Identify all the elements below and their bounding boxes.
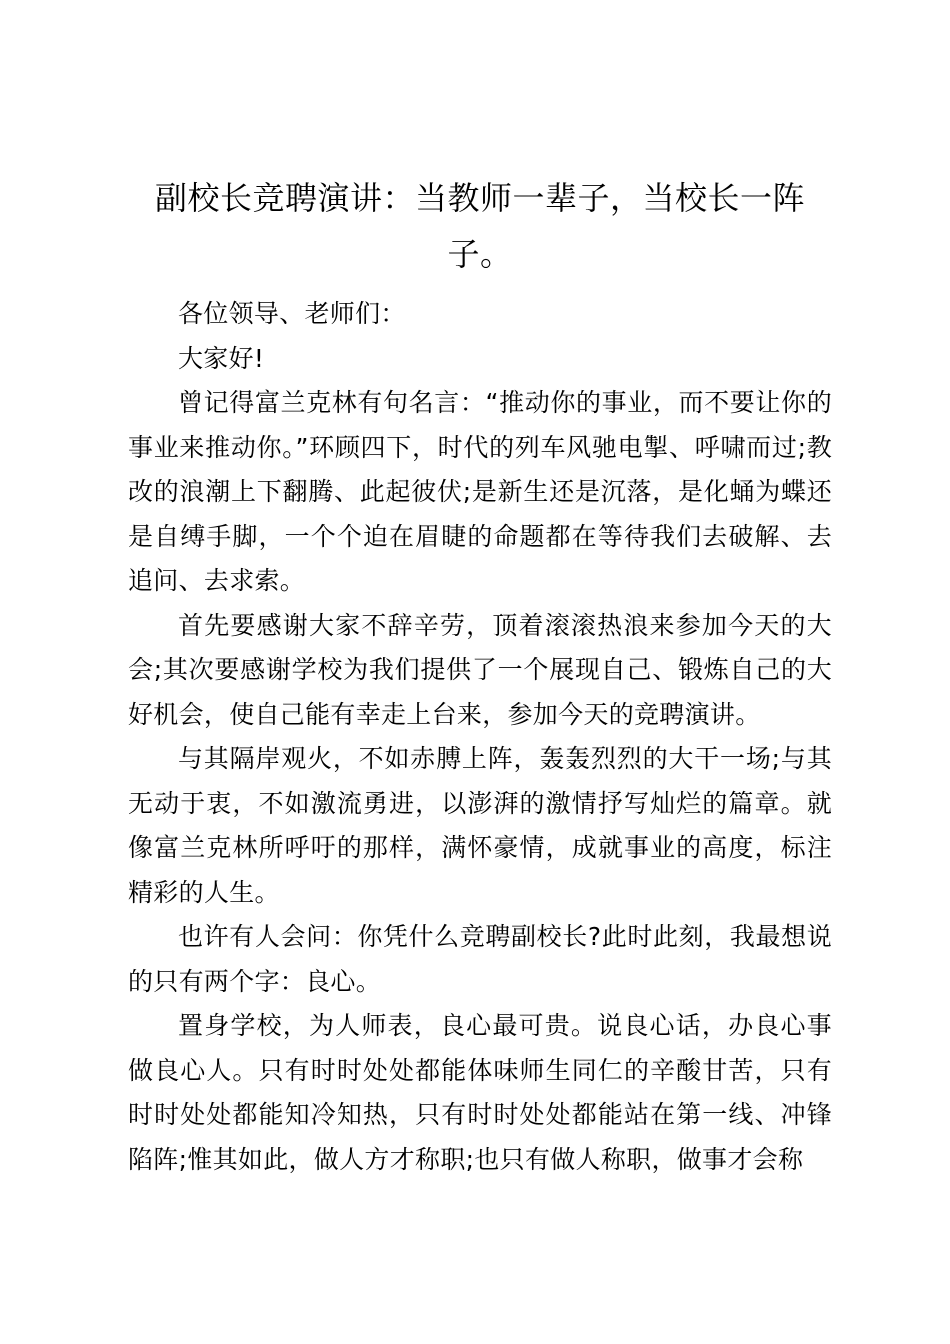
- document-page: [128, 170, 832, 1182]
- greeting-paragraph: 大家好!: [178, 343, 265, 373]
- body-paragraph: 首先要感谢大家不辞辛劳，顶着滚滚热浪来参加今天的大会;其次要感谢学校为我们提供了一个展现自己、锻炼自己的大好机会，使自己能有幸走上台来，参加今天的竞聘演讲。: [128, 610, 832, 729]
- body-paragraph: 也许有人会问：你凭什么竞聘副校长?此时此刻，我最想说的只有两个字：良心。: [128, 922, 832, 996]
- body-paragraph: 曾记得富兰克林有句名言：“推动你的事业，而不要让你的事业来推动你。”环顾四下，时代的列车风驰电掣、呼啸而过;教改的浪潮上下翻腾、此起彼伏;是新生还是沉落，是化蛹为蝶还是自缚手脚，一个个迫在眉睫的命题都在等待我们去破解、去追问、去求索。: [128, 388, 832, 595]
- document-title: 副校长竞聘演讲：当教师一辈子，当校长一阵子。: [154, 179, 805, 273]
- body-paragraph: 置身学校，为人师表，良心最可贵。说良心话，办良心事做良心人。只有时时处处都能体味师生同仁的辛酸甘苦，只有时时处处都能知冷知热，只有时时处处都能站在第一线、冲锋陷阵;惟其如此，做人方才称职;也只有做人称职，做事才会称: [128, 1011, 832, 1174]
- body-paragraph: 与其隔岸观火，不如赤膊上阵，轰轰烈烈的大干一场;与其无动于衷，不如激流勇进，以澎湃的激情抒写灿烂的篇章。就像富兰克林所呼吁的那样，满怀豪情，成就事业的高度，标注精彩的人生。: [128, 744, 832, 907]
- salutation-paragraph: 各位领导、老师们：: [178, 299, 406, 328]
